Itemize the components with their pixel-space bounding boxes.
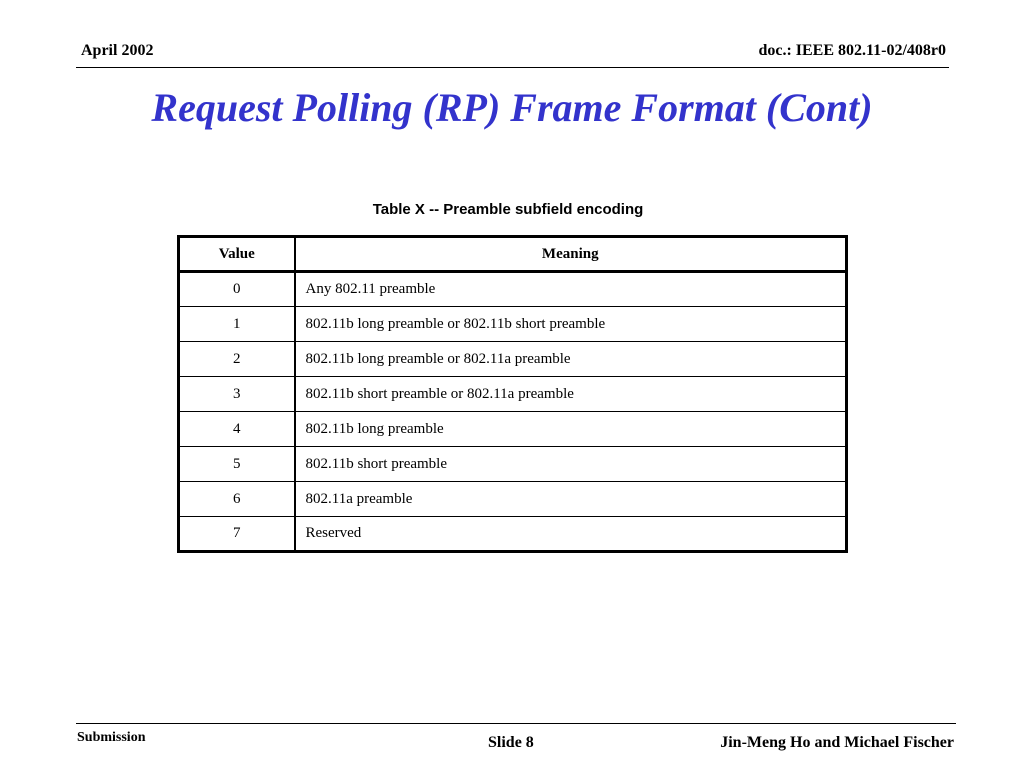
cell-meaning: Reserved — [295, 517, 847, 552]
table-row — [179, 307, 847, 342]
cell-value: 4 — [179, 412, 295, 447]
cell-meaning: 802.11b long preamble or 802.11a preamble — [295, 342, 847, 377]
footer-submission: Submission — [77, 730, 146, 745]
cell-value: 3 — [179, 377, 295, 412]
header-divider — [76, 67, 949, 68]
table-row — [179, 412, 847, 447]
footer-slide-number: Slide 8 — [488, 734, 534, 751]
table-row — [179, 272, 847, 307]
cell-meaning: 802.11b short preamble or 802.11a preamble — [295, 377, 847, 412]
column-header-meaning: Meaning — [295, 237, 847, 272]
table-header-row — [179, 237, 847, 272]
cell-value: 0 — [179, 272, 295, 307]
cell-value: 2 — [179, 342, 295, 377]
header-doc-id: doc.: IEEE 802.11-02/408r0 — [758, 42, 946, 59]
table-row — [179, 342, 847, 377]
preamble-encoding-table — [177, 235, 848, 553]
table-caption: Table X -- Preamble subfield encoding — [372, 201, 644, 218]
footer-divider — [76, 723, 956, 724]
cell-value: 7 — [179, 517, 295, 552]
footer-authors: Jin-Meng Ho and Michael Fischer — [720, 734, 954, 751]
table-row — [179, 447, 847, 482]
cell-meaning: 802.11a preamble — [295, 482, 847, 517]
cell-meaning: 802.11b long preamble or 802.11b short preamble — [295, 307, 847, 342]
cell-value: 5 — [179, 447, 295, 482]
table-row — [179, 482, 847, 517]
slide-title: Request Polling (RP) Frame Format (Cont) — [151, 85, 873, 130]
cell-value: 6 — [179, 482, 295, 517]
header-date: April 2002 — [81, 42, 154, 59]
cell-meaning: Any 802.11 preamble — [295, 272, 847, 307]
cell-meaning: 802.11b long preamble — [295, 412, 847, 447]
table-row — [179, 377, 847, 412]
cell-meaning: 802.11b short preamble — [295, 447, 847, 482]
column-header-value: Value — [179, 237, 295, 272]
table-row — [179, 517, 847, 552]
cell-value: 1 — [179, 307, 295, 342]
